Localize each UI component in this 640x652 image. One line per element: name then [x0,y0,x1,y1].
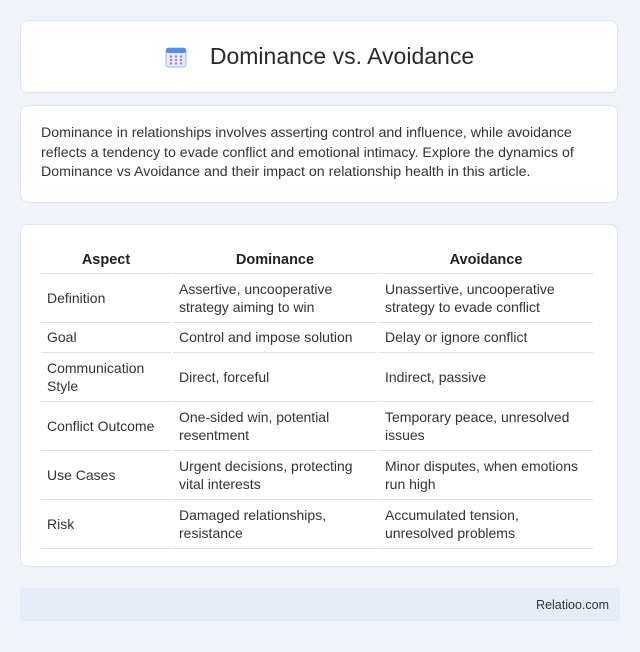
table-cell: Control and impose solution [173,323,377,353]
table-cell: Conflict Outcome [41,402,171,451]
table-cell: Direct, forceful [173,353,377,402]
table-header-row [41,245,593,274]
table-cell: Urgent decisions, protecting vital interests [173,451,377,500]
table-cell: Temporary peace, unresolved issues [379,402,593,451]
table-cell: Damaged relationships, resistance [173,500,377,549]
calendar-icon [164,45,188,69]
table-cell: Goal [41,323,171,353]
table-row [41,451,593,500]
title-card [20,20,618,93]
table-cell: Use Cases [41,451,171,500]
table-cell: Definition [41,274,171,323]
table-row [41,323,593,353]
table-row [41,274,593,323]
table-cell: Assertive, uncooperative strategy aiming to win [173,274,377,323]
page-title: Dominance vs. Avoidance [209,43,475,69]
table-cell: Delay or ignore conflict [379,323,593,353]
table-cell: Unassertive, uncooperative strategy to evade conflict [379,274,593,323]
table-row [41,353,593,402]
comparison-table [39,245,595,549]
table-cell: Minor disputes, when emotions run high [379,451,593,500]
table-cell: Communication Style [41,353,171,402]
table-cell: Risk [41,500,171,549]
table-cell: Indirect, passive [379,353,593,402]
table-cell: One-sided win, potential resentment [173,402,377,451]
column-header-aspect: Aspect [41,245,171,274]
comparison-table-card [20,224,618,567]
table-cell: Accumulated tension, unresolved problems [379,500,593,549]
intro-card [20,105,618,203]
column-header-dominance: Dominance [173,245,377,274]
table-row [41,500,593,549]
footer-brand[interactable]: Relatioo.com [536,597,609,612]
table-row [41,402,593,451]
intro-text: Dominance in relationships involves asserting control and influence, while avoidance reflects a tendency to evade conflict and emotional intimacy. Explore the dynamics of Dominance vs Avoidance and their impact on relationship health in this article. [41,125,574,180]
footer [20,588,620,621]
column-header-avoidance: Avoidance [379,245,593,274]
